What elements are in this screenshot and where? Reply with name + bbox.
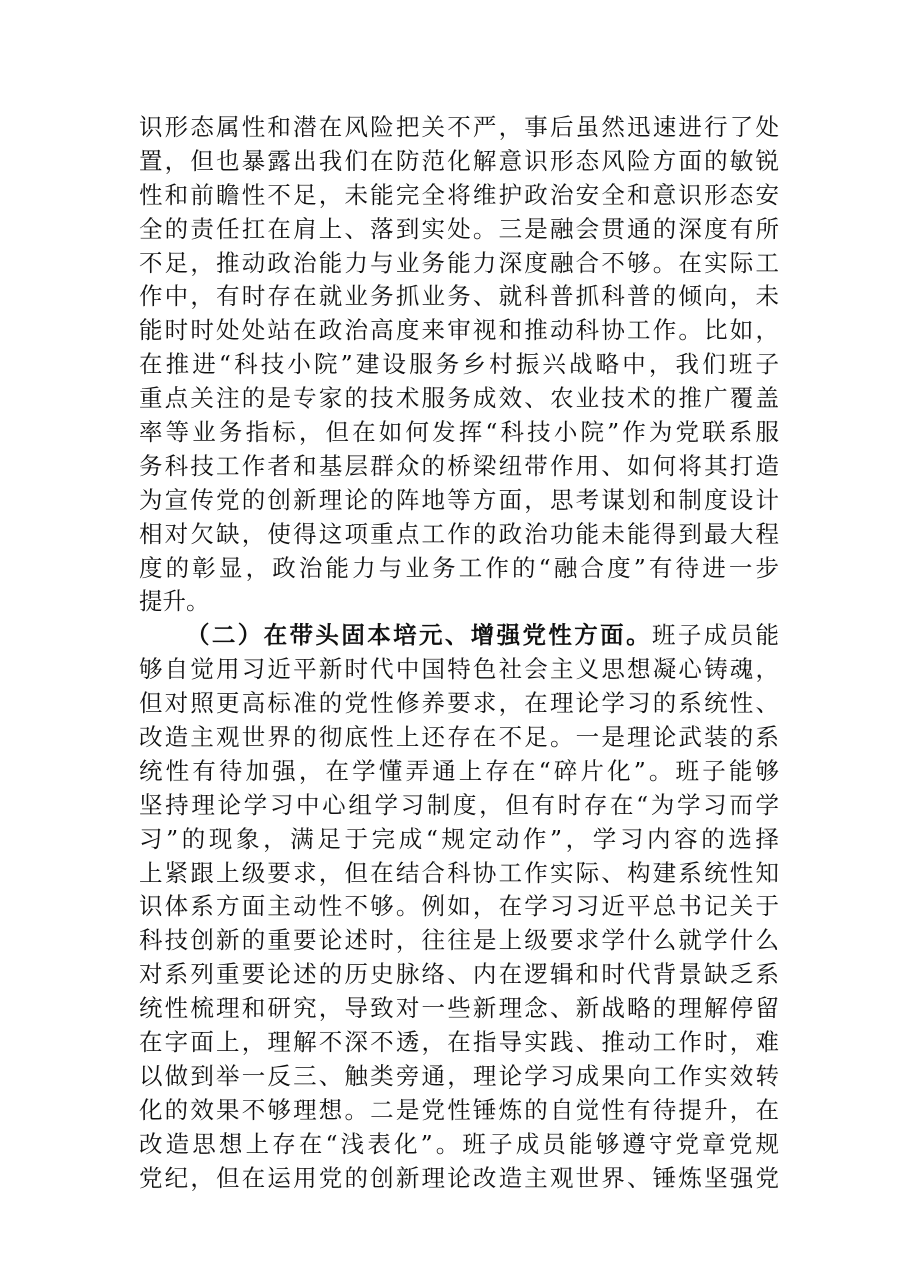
text-line: 党纪，但在运用党的创新理论改造主观世界、锤炼坚强党	[139, 1163, 779, 1192]
section-heading: （二）在带头固本培元、增强党性方面。	[186, 621, 652, 650]
text-line: 不足，推动政治能力与业务能力深度融合不够。在实际工	[139, 248, 779, 277]
text-line: 置，但也暴露出我们在防范化解意识形态风险方面的敏锐	[139, 146, 779, 175]
text-line: 重点关注的是专家的技术服务成效、农业技术的推广覆盖	[139, 384, 779, 413]
text-line: 够自觉用习近平新时代中国特色社会主义思想凝心铸魂，	[139, 655, 779, 684]
text-line: 化的效果不够理想。二是党性锤炼的自觉性有待提升，在	[139, 1095, 779, 1124]
text-span: 班子成员能	[651, 621, 780, 650]
text-line: 科技创新的重要论述时，往往是上级要求学什么就学什么	[139, 926, 779, 955]
text-line: 统性有待加强，在学懂弄通上存在“碎片化”。班子能够	[139, 756, 779, 785]
text-line: 提升。	[139, 587, 210, 616]
document-body	[139, 111, 779, 1196]
text-line: 改造主观世界的彻底性上还存在不足。一是理论武装的系	[139, 723, 779, 752]
text-line: 率等业务指标，但在如何发挥“科技小院”作为党联系服	[139, 418, 779, 447]
text-line: 坚持理论学习中心组学习制度，但有时存在“为学习而学	[139, 790, 779, 819]
text-line: 识体系方面主动性不够。例如，在学习习近平总书记关于	[139, 892, 779, 921]
text-line: 务科技工作者和基层群众的桥梁纽带作用、如何将其打造	[139, 451, 779, 480]
text-line: 识形态属性和潜在风险把关不严，事后虽然迅速进行了处	[139, 113, 779, 141]
text-line: 全的责任扛在肩上、落到实处。三是融会贯通的深度有所	[139, 214, 779, 243]
text-line: 为宣传党的创新理论的阵地等方面，思考谋划和制度设计	[139, 485, 779, 514]
text-line: 以做到举一反三、触类旁通，理论学习成果向工作实效转	[139, 1061, 779, 1090]
paragraph-2-first-line	[139, 619, 779, 653]
text-line: 相对欠缺，使得这项重点工作的政治功能未能得到最大程	[139, 519, 779, 548]
paragraph-1	[139, 111, 779, 619]
text-line: 上紧跟上级要求，但在结合科协工作实际、构建系统性知	[139, 858, 779, 887]
text-line: 对系列重要论述的历史脉络、内在逻辑和时代背景缺乏系	[139, 960, 779, 989]
text-line: 性和前瞻性不足，未能完全将维护政治安全和意识形态安	[139, 180, 779, 209]
text-line: 改造思想上存在“浅表化”。班子成员能够遵守党章党规	[139, 1129, 779, 1158]
text-line: 作中，有时存在就业务抓业务、就科普抓科普的倾向，未	[139, 282, 779, 311]
text-line: 习”的现象，满足于完成“规定动作”，学习内容的选择	[139, 824, 779, 853]
text-line: 统性梳理和研究，导致对一些新理念、新战略的理解停留	[139, 994, 779, 1023]
text-line: 度的彰显，政治能力与业务工作的“融合度”有待进一步	[139, 553, 779, 582]
text-line: 在字面上，理解不深不透，在指导实践、推动工作时，难	[139, 1028, 779, 1057]
text-line: 在推进“科技小院”建设服务乡村振兴战略中，我们班子	[139, 350, 779, 379]
text-line: 能时时处处站在政治高度来审视和推动科协工作。比如，	[139, 316, 779, 345]
paragraph-2	[139, 619, 779, 1195]
text-line: 但对照更高标准的党性修养要求，在理论学习的系统性、	[139, 689, 779, 718]
